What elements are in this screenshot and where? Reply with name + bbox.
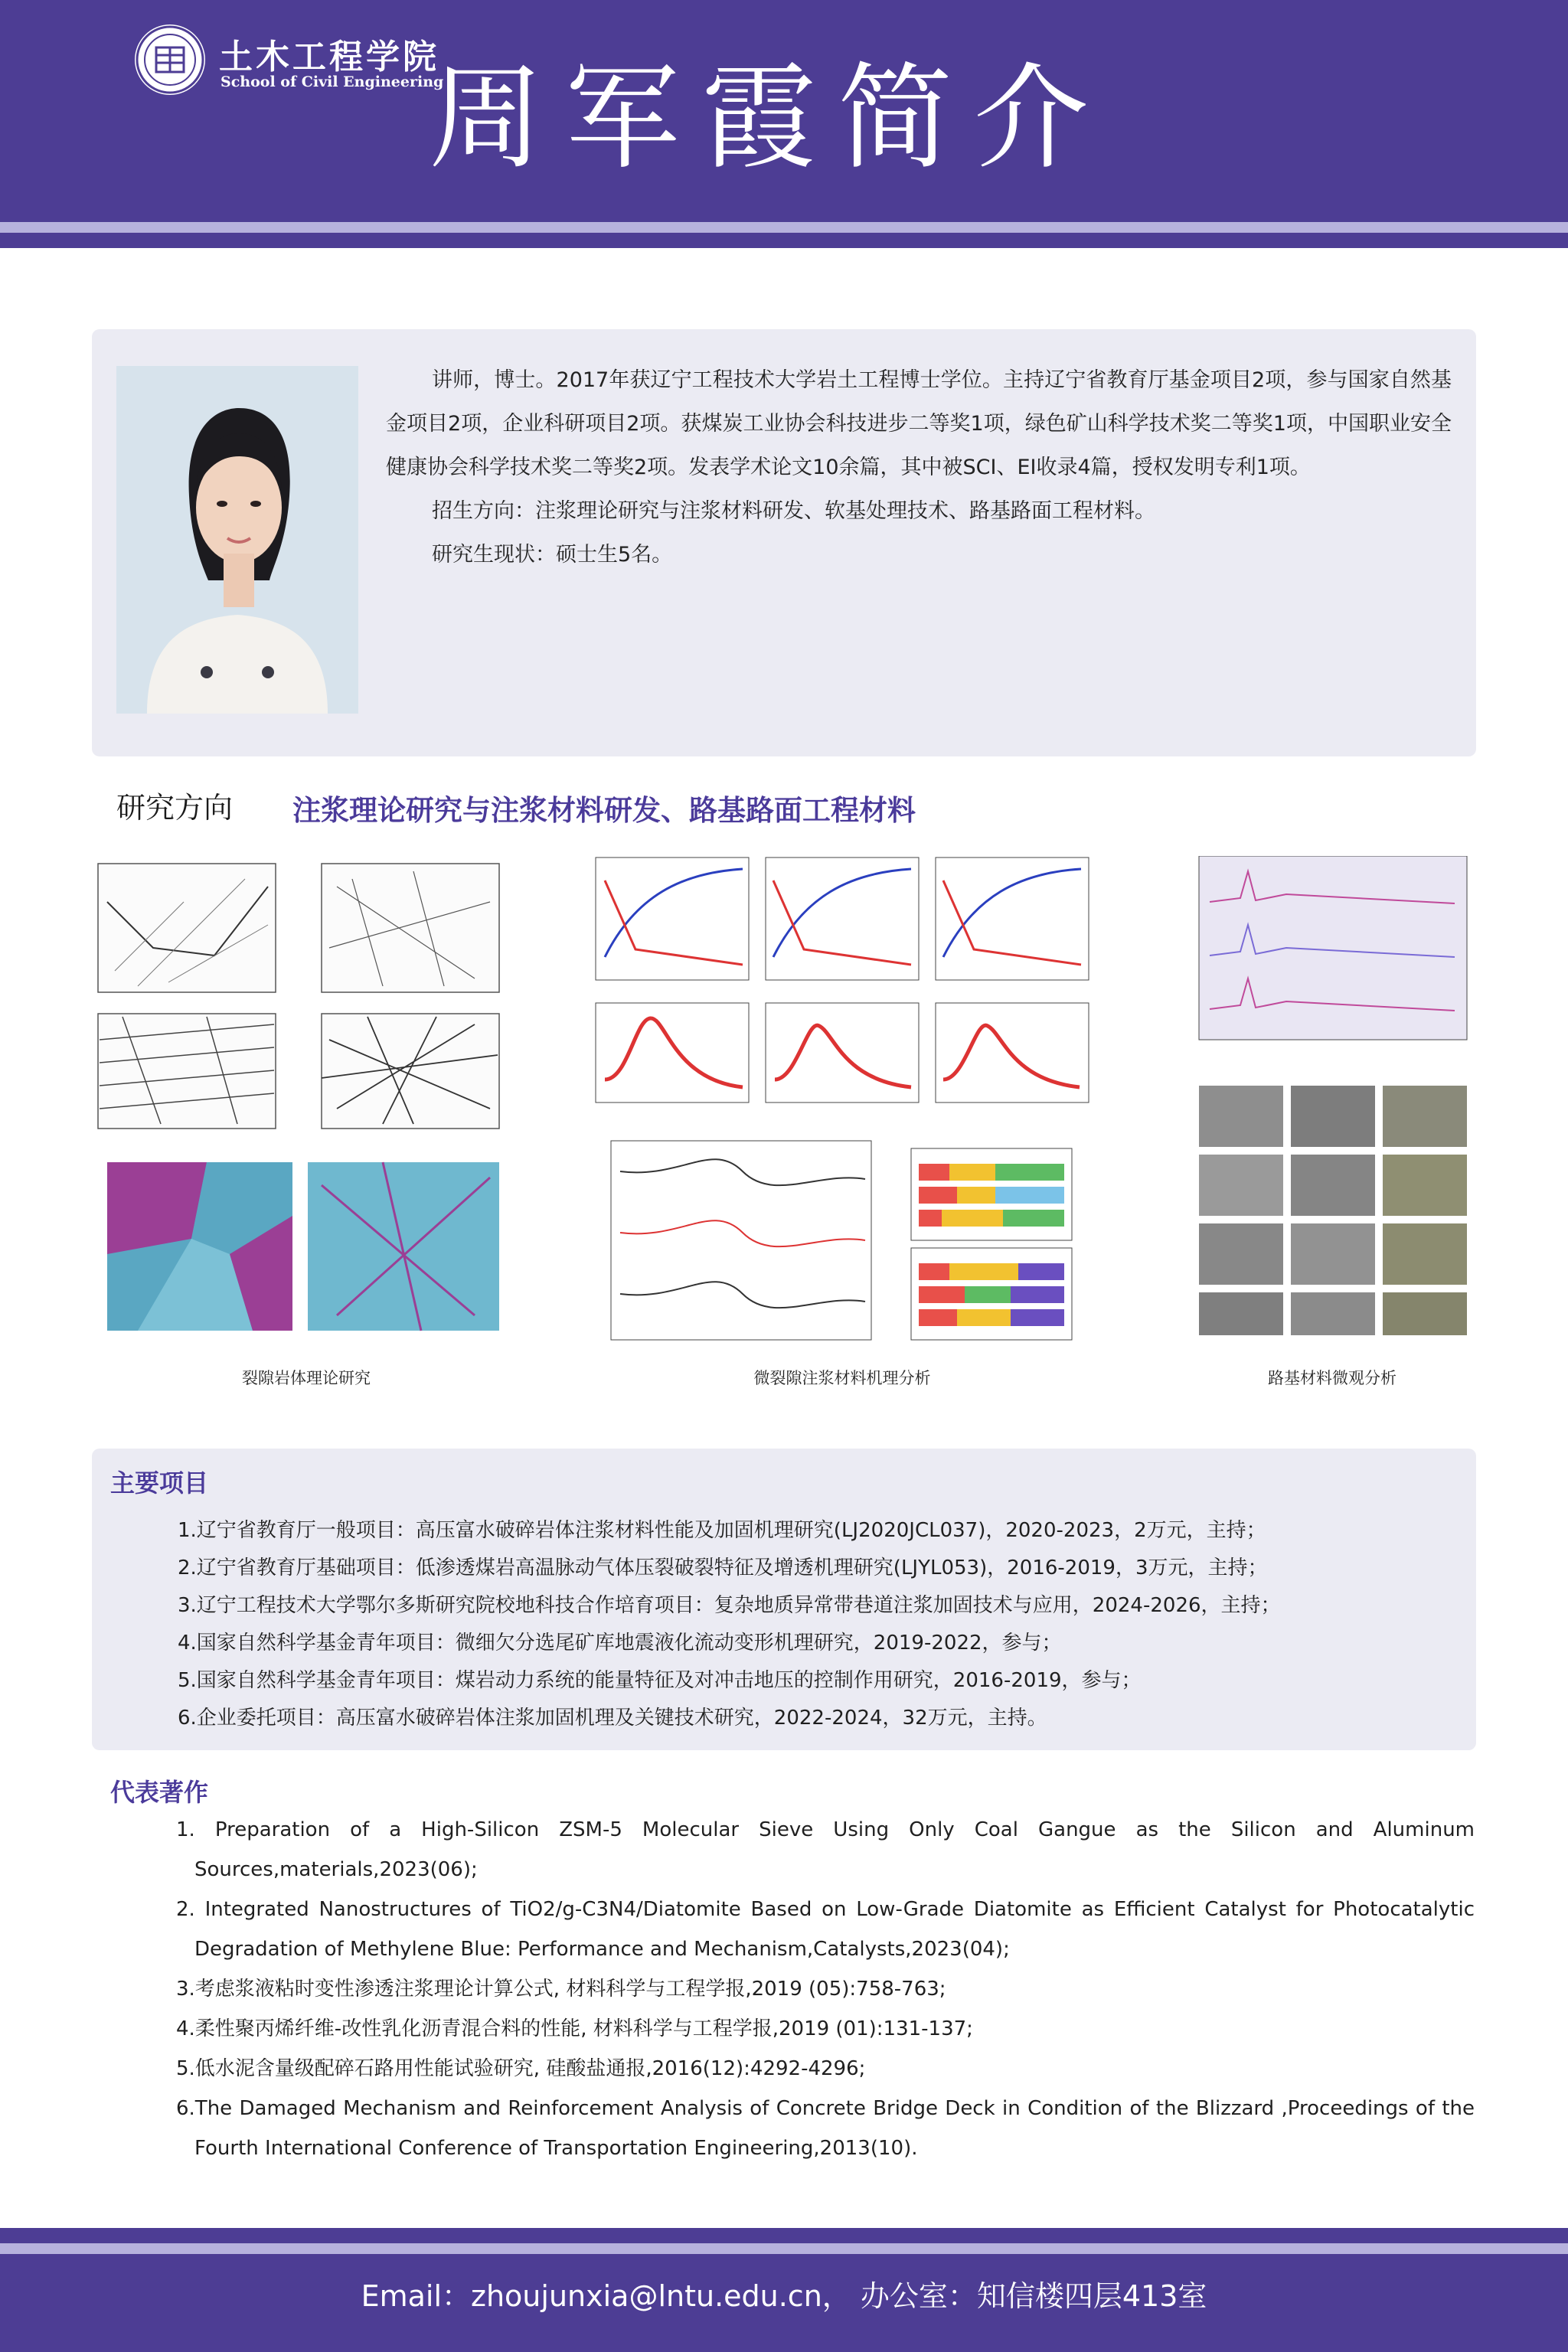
publication-line: Degradation of Methylene Blue: Performance and Mechanism,Catalysts,2023(04);	[194, 1938, 1010, 1961]
publication-item	[176, 2009, 1475, 2049]
publication-item	[176, 2049, 1475, 2089]
publication-line: 2. Integrated Nanostructures of TiO2/g-C3N4/Diatomite Based on Low-Grade Diatomite as Efficient Catalyst for Photocatalytic	[176, 1898, 1475, 1921]
portrait-photo	[116, 366, 358, 714]
figure-caption: 裂隙岩体理论研究	[242, 1369, 371, 1387]
projects-heading: 主要项目	[110, 1468, 209, 1498]
publication-line: Sources,materials,2023(06);	[194, 1858, 478, 1881]
grouting-material-figures	[590, 850, 1095, 1355]
project-item: 4.国家自然科学基金青年项目：微细欠分选尾矿库地震液化流动变形机理研究，2019-2022，参与；	[178, 1632, 1062, 1655]
school-name-cn: 土木工程学院	[219, 38, 439, 77]
school-name-en: School of Civil Engineering	[220, 74, 444, 90]
project-item: 3.辽宁工程技术大学鄂尔多斯研究院校地科技合作培育项目：复杂地质异常带巷道注浆加固技术与应用，2024-2026，主持；	[178, 1594, 1281, 1617]
research-direction-topic: 注浆理论研究与注浆材料研发、路基路面工程材料	[292, 794, 916, 827]
bio-text	[386, 358, 1452, 577]
subgrade-micro-figures	[1194, 856, 1470, 1338]
bio-paragraph: 招生方向：注浆理论研究与注浆材料研发、软基处理技术、路基路面工程材料。	[432, 499, 1155, 523]
project-item: 2.辽宁省教育厅基础项目：低渗透煤岩高温脉动气体压裂破裂特征及增透机理研究(LJYL053)，2016-2019，3万元，主持；	[178, 1557, 1268, 1579]
publication-line: 3.考虑浆液粘时变性渗透注浆理论计算公式, 材料科学与工程学报,2019 (05):758-763;	[176, 1978, 946, 2001]
footer-stripe	[0, 2243, 1568, 2254]
contact-info: Email：zhoujunxia@lntu.edu.cn， 办公室：知信楼四层413室	[361, 2279, 1207, 2313]
publication-line: Fourth International Conference of Transportation Engineering,2013(10).	[194, 2137, 918, 2160]
publication-item	[176, 1890, 1475, 1969]
bio-paragraph: 讲师，博士。2017年获辽宁工程技术大学岩土工程博士学位。主持辽宁省教育厅基金项目2项，参与国家自然基金项目2项，企业科研项目2项。获煤炭工业协会科技进步二等奖1项，绿色矿山科学技术奖二等奖1项，中国职业安全健康协会科学技术奖二等奖2项。发表学术论文10余篇，其中被SCI、EI收录4篇，授权发明专利1项。	[386, 368, 1452, 479]
header-stripe	[0, 222, 1568, 233]
publication-item	[176, 2089, 1475, 2168]
fractured-rock-figures	[92, 856, 521, 1346]
school-logo	[135, 23, 444, 100]
project-item: 5.国家自然科学基金青年项目：煤岩动力系统的能量特征及对冲击地压的控制作用研究，2016-2019，参与；	[178, 1669, 1142, 1692]
publication-line: 4.柔性聚丙烯纤维-改性乳化沥青混合料的性能, 材料科学与工程学报,2019 (01):131-137;	[176, 2017, 973, 2040]
publication-line: 1. Preparation of a High-Silicon ZSM-5 Molecular Sieve Using Only Coal Gangue as the Silicon and Aluminum	[176, 1818, 1475, 1841]
page-title: 周军霞简介	[429, 52, 1111, 185]
figure-caption: 路基材料微观分析	[1268, 1369, 1396, 1387]
project-item: 1.辽宁省教育厅一般项目：高压富水破碎岩体注浆材料性能及加固机理研究(LJ2020JCL037)，2020-2023，2万元，主持；	[178, 1519, 1266, 1542]
footer-stripe	[0, 2228, 1568, 2243]
publications-heading: 代表著作	[110, 1778, 209, 1807]
bio-paragraph: 研究生现状：硕士生5名。	[432, 543, 673, 567]
publication-item	[176, 1810, 1475, 1890]
header-stripe	[0, 233, 1568, 248]
publication-line: 6.The Damaged Mechanism and Reinforcement Analysis of Concrete Bridge Deck in Condition of the Blizzard ,Proceedings of the	[176, 2097, 1475, 2120]
figure-caption: 微裂隙注浆材料机理分析	[753, 1369, 931, 1387]
publication-item	[176, 1969, 1475, 2009]
project-item: 6.企业委托项目：高压富水破碎岩体注浆加固机理及关键技术研究，2022-2024，32万元，主持。	[178, 1707, 1047, 1730]
research-direction-label: 研究方向	[116, 791, 234, 825]
publication-line: 5.低水泥含量级配碎石路用性能试验研究, 硅酸盐通报,2016(12):4292-4296;	[176, 2057, 866, 2080]
university-seal-icon	[135, 24, 205, 95]
